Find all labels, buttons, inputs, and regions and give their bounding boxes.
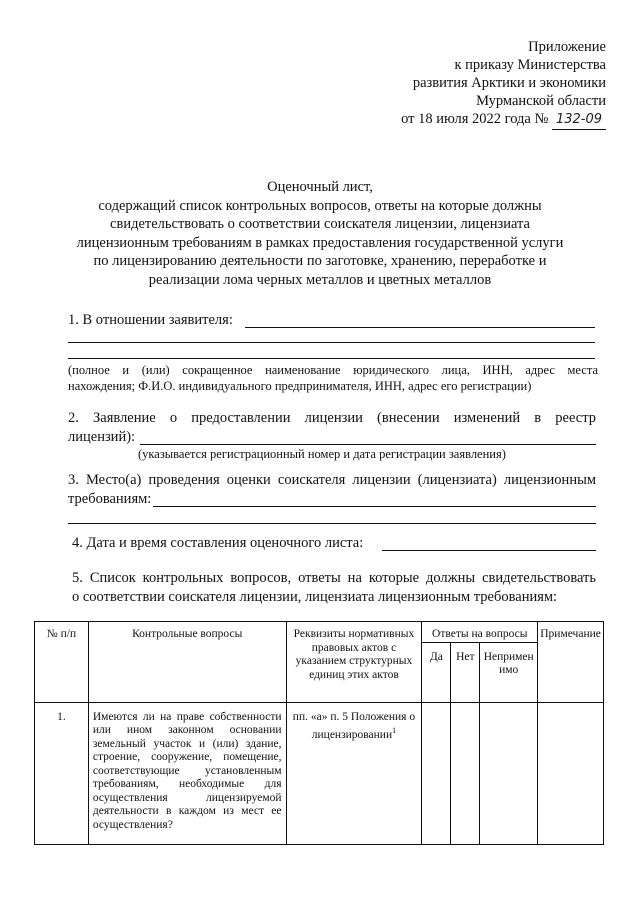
header-num: № п/п (35, 622, 89, 703)
section1-label: 1. В отношении заявителя: (68, 312, 233, 328)
header-answers: Ответы на вопросы (422, 622, 538, 643)
row-no-cell[interactable] (451, 702, 480, 844)
title-line-1: Оценочный лист, (267, 179, 373, 195)
header-not-applicable: Неприменимо (480, 642, 538, 702)
header-note: Примечание (538, 622, 604, 703)
order-date-line (401, 110, 606, 130)
table-row (35, 702, 604, 844)
section5-line-2: о соответствии соискателя лицензии, лицензиата лицензионным требованиям: (72, 589, 558, 605)
application-field-line[interactable] (140, 444, 596, 445)
row-question: Имеются ли на праве собственности или ином законном основании земельный участок и (или) здание, строение, сооружение, помещение, соответствующие установленным требованиям, необходимые для осуществления лицензируемой деятельности в каждом из мест ее осуществления? (88, 702, 286, 844)
title-line-6: реализации лома черных металлов и цветных металлов (148, 271, 492, 288)
applicant-field-line-2[interactable] (68, 342, 595, 343)
row-num: 1. (35, 702, 89, 844)
row-not-applicable-cell[interactable] (480, 702, 538, 844)
title-line-2: содержащий список контрольных вопросов, ответы на которые должны (98, 197, 542, 214)
section1-note-line-1: (полное и (или) сокращенное наименование юридического лица, ИНН, адрес места (68, 363, 598, 377)
row-footnote-mark: 1 (392, 726, 397, 735)
section5-line-1: 5. Список контрольных вопросов, ответы на которые должны свидетельствовать (72, 570, 596, 586)
section3-line-1: 3. Место(а) проведения оценки соискателя лицензии (лицензиата) лицензионным (68, 472, 596, 488)
order-line: к приказу Министерства (454, 57, 606, 73)
order-date-text: от 18 июля 2022 года № (401, 111, 549, 127)
order-number-handwritten: 132-09 (552, 111, 606, 130)
applicant-field-line-3[interactable] (68, 358, 595, 359)
ministry-line: развития Арктики и экономики (412, 75, 606, 91)
location-field-line-1[interactable] (153, 506, 596, 507)
title-line-4: лицензионным требованиям в рамках предоставления государственной услуги (76, 234, 564, 251)
checklist-table (34, 621, 604, 845)
document-title (60, 178, 580, 289)
section1-note (68, 362, 598, 394)
title-line-5: по лицензированию деятельности по заготовке, хранению, переработке и (93, 253, 547, 269)
row-note-cell[interactable] (538, 702, 604, 844)
header-requisites: Реквизиты нормативных правовых актов с указанием структурных единиц этих актов (286, 622, 422, 703)
applicant-field-line-1[interactable] (245, 327, 595, 328)
row-requisite-cell (286, 702, 422, 844)
section2-line-1: 2. Заявление о предоставлении лицензии (внесении изменений в реестр (68, 410, 596, 426)
section2-note: (указывается регистрационный номер и дата регистрации заявления) (138, 447, 506, 461)
row-requisite: пп. «а» п. 5 Положения о лицензировании (292, 710, 416, 741)
header-no: Нет (451, 642, 480, 702)
order-reference-block (401, 38, 606, 130)
appendix-label: Приложение (528, 39, 606, 55)
header-questions: Контрольные вопросы (88, 622, 286, 703)
title-line-3: свидетельствовать о соответствии соискателя лицензии, лицензиата (110, 216, 530, 232)
row-yes-cell[interactable] (422, 702, 451, 844)
header-yes: Да (422, 642, 451, 702)
section2-line-2: лицензий): (68, 429, 136, 445)
section3-line-2: требованиям: (68, 491, 152, 507)
section4-label: 4. Дата и время составления оценочного листа: (72, 535, 364, 551)
datetime-field-line[interactable] (382, 550, 596, 551)
section1-note-line-2: нахождения; Ф.И.О. индивидуального предпринимателя, ИНН, адрес его регистрации) (68, 379, 532, 393)
region-line: Мурманской области (476, 93, 606, 109)
table-header-row (35, 622, 604, 643)
location-field-line-2[interactable] (68, 523, 596, 524)
